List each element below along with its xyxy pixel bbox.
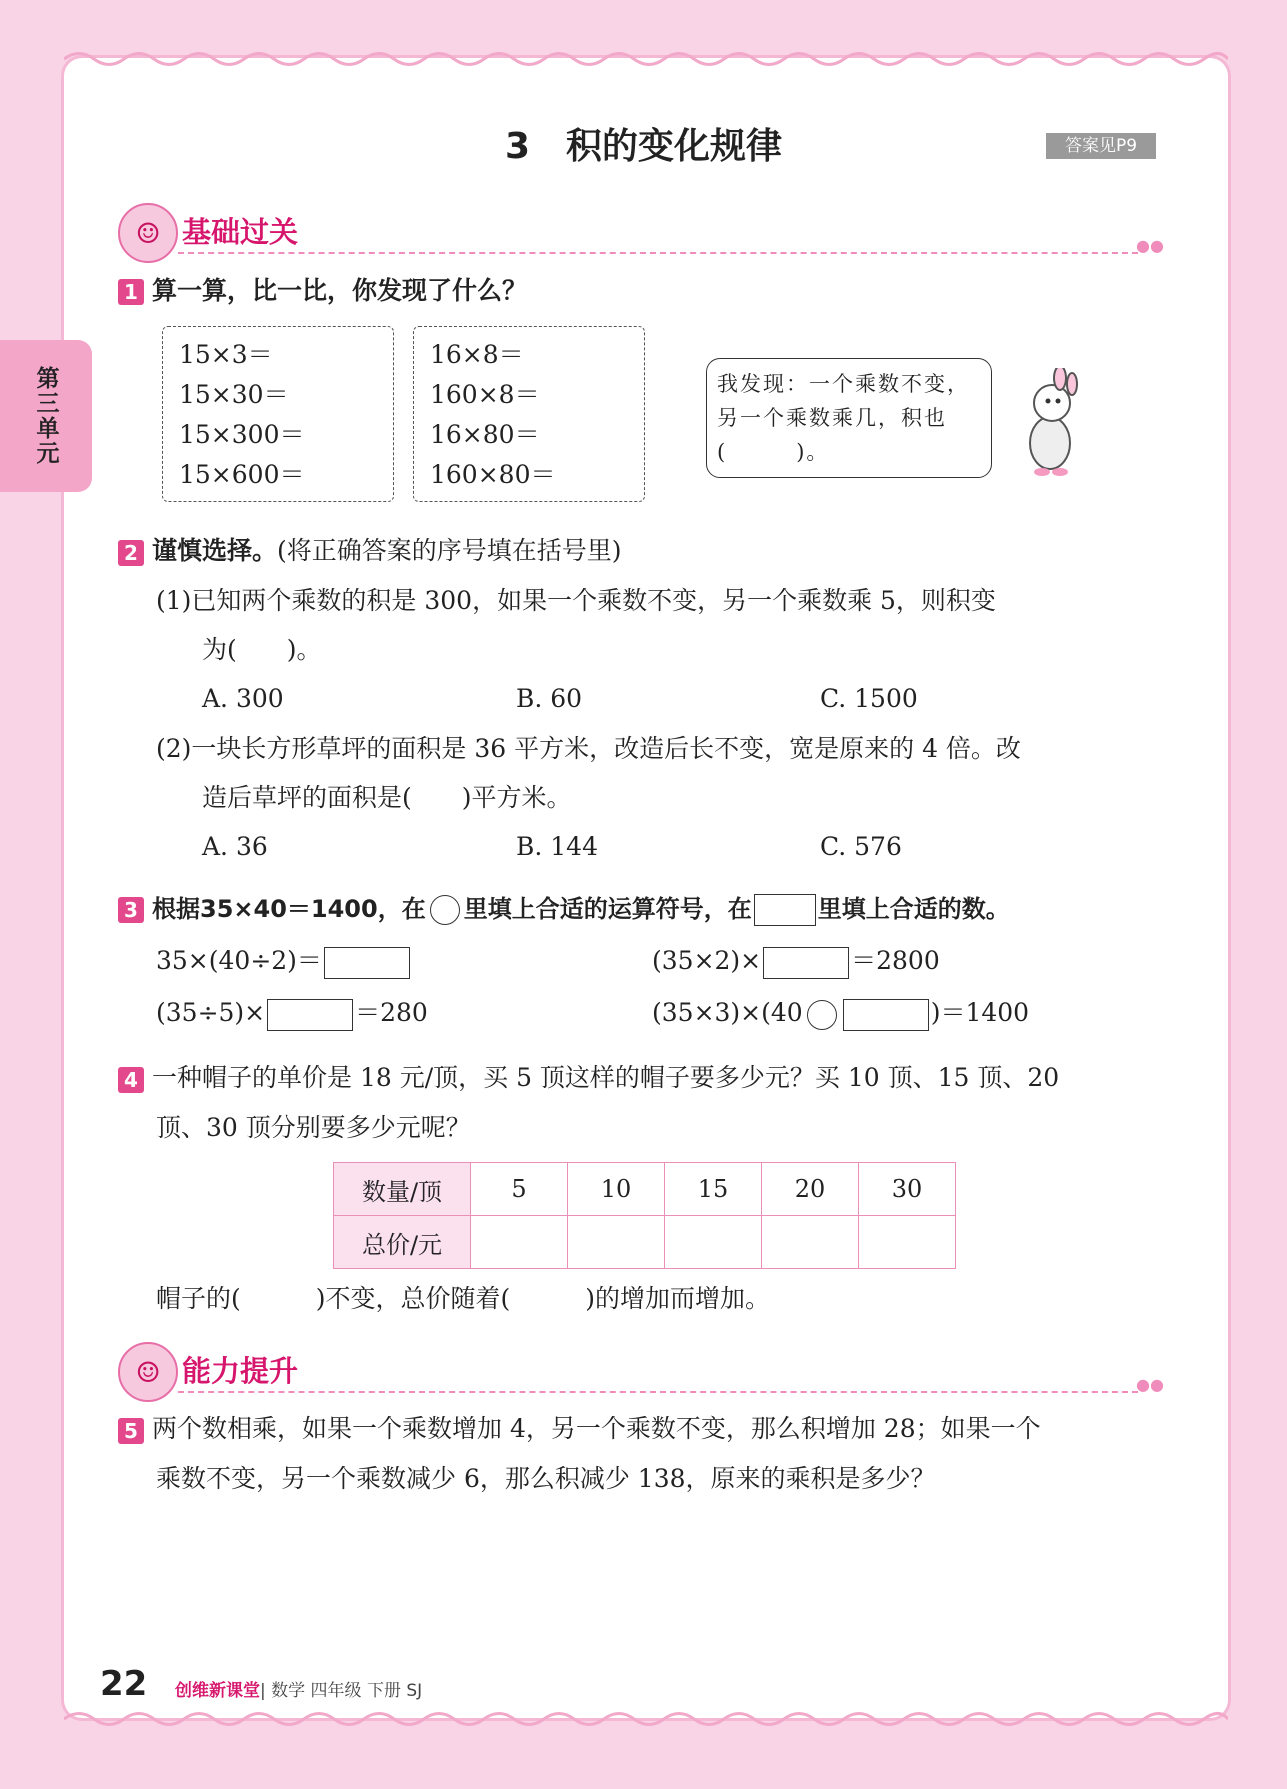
calc-line: 16×80＝ xyxy=(430,420,540,449)
top-wavy-border xyxy=(64,48,1228,70)
circle-placeholder-icon xyxy=(430,895,460,925)
question-2-instruction: (将正确答案的序号填在括号里) xyxy=(277,536,622,565)
question-number: 4 xyxy=(118,1067,144,1093)
question-number: 1 xyxy=(118,279,144,305)
answer-reference-badge: 答案见P9 xyxy=(1046,133,1156,159)
total-price-cell[interactable] xyxy=(665,1216,762,1269)
question-4-line1 xyxy=(118,1061,1059,1095)
section-divider xyxy=(178,252,1138,254)
answer-box[interactable] xyxy=(843,999,929,1031)
speech-bubble xyxy=(706,358,992,478)
question-number: 3 xyxy=(118,897,144,923)
total-price-cell[interactable] xyxy=(762,1216,859,1269)
mascot-icon: ☺ xyxy=(118,1342,178,1402)
question-2-title: 谨慎选择。 xyxy=(152,536,278,565)
bubble-line: 另一个乘数乘几，积也 xyxy=(717,406,947,430)
question-2-prompt xyxy=(118,534,622,568)
question-4-line2: 顶、30 顶分别要多少元呢？ xyxy=(156,1113,471,1142)
q2-part2-line1: (2)一块长方形草坪的面积是 36 平方米，改造后长不变，宽是原来的 4 倍。改 xyxy=(156,734,1021,763)
question-5-text: 两个数相乘，如果一个乘数增加 4，另一个乘数不变，那么积增加 28；如果一个 xyxy=(152,1414,1041,1443)
calc-line: 160×8＝ xyxy=(430,380,540,409)
quantity-cell: 30 xyxy=(859,1163,956,1216)
calc-box-1 xyxy=(162,326,394,502)
footer-brand: 创维新课堂 xyxy=(175,1681,260,1701)
equation-text: (35×2)× xyxy=(652,946,762,975)
calc-line: 15×3＝ xyxy=(179,340,273,369)
equation-text: )＝1400 xyxy=(930,998,1030,1027)
equation-text: ＝2800 xyxy=(851,946,940,975)
quantity-cell: 20 xyxy=(762,1163,859,1216)
quantity-cell: 15 xyxy=(665,1163,762,1216)
decorative-dots-icon: ●● xyxy=(1136,1375,1164,1394)
q2-part2-option-c[interactable]: C. 576 xyxy=(820,832,902,861)
answer-box[interactable] xyxy=(267,999,353,1031)
q2-part2-option-a[interactable]: A. 36 xyxy=(202,832,268,861)
table-row xyxy=(334,1216,956,1269)
q2-part1-line2: 为( )。 xyxy=(202,635,322,664)
q3-prompt-part: 根据35×40＝1400，在 xyxy=(152,895,426,923)
total-price-cell[interactable] xyxy=(859,1216,956,1269)
q2-part2-option-b[interactable]: B. 144 xyxy=(516,832,598,861)
question-4-text: 一种帽子的单价是 18 元/顶，买 5 顶这样的帽子要多少元？买 10 顶、15 顶、20 xyxy=(152,1063,1060,1092)
equation-text: 35×(40÷2)＝ xyxy=(156,946,322,975)
section-title-basics: 基础过关 xyxy=(182,215,299,249)
q3-equation-1 xyxy=(156,944,412,979)
price-table xyxy=(333,1162,956,1269)
decorative-dots-icon: ●● xyxy=(1136,236,1164,255)
section-title-advanced: 能力提升 xyxy=(182,1354,299,1388)
q3-equation-4 xyxy=(652,996,1029,1031)
total-price-cell[interactable] xyxy=(568,1216,665,1269)
calc-line: 15×600＝ xyxy=(179,460,305,489)
table-row-header: 总价/元 xyxy=(334,1216,471,1269)
equation-text: (35×3)×(40 xyxy=(652,998,803,1027)
question-4-summary: 帽子的( )不变，总价随着( )的增加而增加。 xyxy=(156,1284,771,1313)
equation-text: (35÷5)× xyxy=(156,998,266,1027)
bubble-line: 我发现：一个乘数不变， xyxy=(717,372,970,396)
answer-box[interactable] xyxy=(763,947,849,979)
bubble-line: ( )。 xyxy=(717,440,830,464)
quantity-cell: 5 xyxy=(471,1163,568,1216)
calc-line: 16×8＝ xyxy=(430,340,524,369)
calc-line: 15×300＝ xyxy=(179,420,305,449)
table-row-header: 数量/顶 xyxy=(334,1163,471,1216)
unit-side-tab xyxy=(0,340,92,492)
total-price-cell[interactable] xyxy=(471,1216,568,1269)
mascot-icon: ☺ xyxy=(118,203,178,263)
question-number: 5 xyxy=(118,1418,144,1444)
table-row xyxy=(334,1163,956,1216)
calc-line: 160×80＝ xyxy=(430,460,556,489)
page-title: 3 积的变化规律 xyxy=(504,126,783,167)
q3-prompt-part: 里填上合适的数。 xyxy=(817,895,1010,923)
calc-line: 15×30＝ xyxy=(179,380,289,409)
question-3-prompt xyxy=(118,892,1010,926)
section-divider xyxy=(178,1391,1138,1393)
quantity-cell: 10 xyxy=(568,1163,665,1216)
footer-text xyxy=(175,1676,422,1701)
question-1-prompt xyxy=(118,274,527,308)
bottom-wavy-border xyxy=(64,1708,1228,1730)
operator-circle[interactable] xyxy=(807,1000,837,1030)
q3-equation-2 xyxy=(652,944,940,979)
q2-part2-line2: 造后草坪的面积是( )平方米。 xyxy=(202,783,572,812)
question-5-line2: 乘数不变，另一个乘数减少 6，那么积减少 138，原来的乘积是多少？ xyxy=(156,1464,936,1493)
q3-equation-3 xyxy=(156,996,428,1031)
q2-part1-option-b[interactable]: B. 60 xyxy=(516,684,583,713)
question-number: 2 xyxy=(118,540,144,566)
answer-box[interactable] xyxy=(324,947,410,979)
box-placeholder-icon xyxy=(754,894,816,926)
unit-tab-label: 第三单元 xyxy=(32,366,59,466)
question-5-line1 xyxy=(118,1412,1041,1446)
q2-part1-line1: (1)已知两个乘数的积是 300，如果一个乘数不变，另一个乘数乘 5，则积变 xyxy=(156,586,996,615)
q2-part1-option-a[interactable]: A. 300 xyxy=(202,684,284,713)
question-1-text: 算一算，比一比，你发现了什么？ xyxy=(152,276,528,305)
q3-prompt-part: 里填上合适的运算符号，在 xyxy=(463,895,752,923)
footer-book-info: | 数学 四年级 下册 SJ xyxy=(260,1681,423,1701)
page-number: 22 xyxy=(100,1664,148,1704)
equation-text: ＝280 xyxy=(355,998,428,1027)
bunny-mascot-icon xyxy=(1020,368,1090,478)
q2-part1-option-c[interactable]: C. 1500 xyxy=(820,684,918,713)
calc-box-2 xyxy=(413,326,645,502)
